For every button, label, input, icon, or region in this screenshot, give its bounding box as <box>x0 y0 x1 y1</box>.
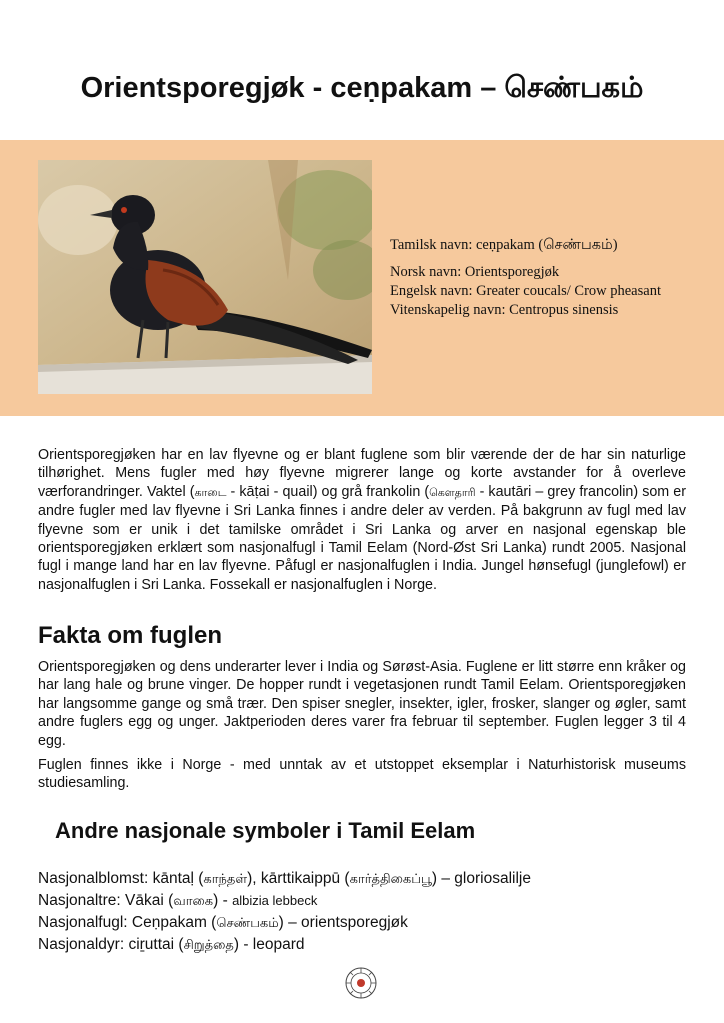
symbol-dyr-label: Nasjonaldyr: ciṟuttai ( <box>38 936 184 953</box>
fakta-paragraph-1: Orientsporegjøken og dens underarter lever i India og Sørøst-Asia. Fuglene er litt større enn kråker og har lang hale og brune vinger. De hopper rundt i vegetasjonen rundt Tamil Eelam. Orientsporegjøken har langsomme gange og små trær. Den spiser snegler, insekter, igler, frosker, slanger og øgler, samt andre fuglers egg og unger. Jaktperioden deres varer fra februar til september. Fuglen legger 3 til 4 egg. <box>38 659 686 749</box>
symbol-fugl-label: Nasjonalfugl: Ceṇpakam ( <box>38 914 217 931</box>
coucal-bird-image <box>38 160 372 394</box>
tamil-name-close: ) <box>612 237 618 253</box>
engelsk-name-row: Engelsk navn: Greater coucals/ Crow pheasant <box>390 283 661 299</box>
intro-tamil-2: கௌதாரி <box>429 485 476 499</box>
symbol-blomst-tamil-2: கார்த்திகைப்பூ <box>349 872 432 887</box>
bird-info <box>390 236 710 320</box>
intro-tamil-1: காடை <box>194 485 227 499</box>
intro-paragraph <box>38 446 686 594</box>
vitenskapelig-name-row: Vitenskapelig navn: Centropus sinensis <box>390 302 619 318</box>
bird-photo <box>38 160 372 394</box>
symbol-dyr-end: ) - leopard <box>233 936 305 953</box>
intro-text-1: Orientsporegjøken har en lav flyevne og er blant fuglene som blir værende der de har sin naturlige tilhørighet. Mens fugler med høy flyevne migrerer lange og korte avstander for å overleve værforandringer. Vaktel ( <box>38 447 686 500</box>
info-band <box>0 140 724 416</box>
fakta-paragraph-2: Fuglen finnes ikke i Norge - med unntak av et utstoppet eksemplar i Naturhistorisk museums studiesamling. <box>38 757 686 792</box>
symbol-fugl-tamil: செண்பகம் <box>216 916 279 931</box>
emblem-icon <box>344 966 378 1000</box>
symbol-tre-tamil: வாகை <box>173 894 214 909</box>
intro-text-3: - kautāri – grey francolin) som er andre fugler med lav flyevne i Sri Lanka finnes i andre deler av verden. På bakgrunn av fugl med lav flyevne som er unik i det tamilske området i Sri Lanka og arver en nasjonal egenskap ble orientsporegjøken erklært som nasjonalfugl i Tamil Eelam (Nord-Øst Sri Lanka) rundt 2005. Nasjonal fugl i mange land har en lav flyevne. Påfugl er nasjonalfuglen i India. Jungel hønsefugl (junglefowl) er nasjonalfuglen i Sri Lanka. Fossekall er nasjonalfuglen i Norge. <box>38 483 687 593</box>
intro-text-2: - kāṭai - quail) og grå frankolin ( <box>226 483 430 500</box>
tamil-name-label: Tamilsk navn: ceṇpakam ( <box>390 237 544 253</box>
symbol-blomst-mid: ), kārttikaippū ( <box>247 870 350 887</box>
norsk-name-row: Norsk navn: Orientsporegjøk <box>390 264 560 280</box>
tamil-name-script: செண்பகம் <box>543 237 613 253</box>
symbols-heading: Andre nasjonale symboler i Tamil Eelam <box>55 818 476 843</box>
page-title: Orientsporegjøk - ceṇpakam – செண்பகம் <box>80 72 644 104</box>
fakta-heading: Fakta om fuglen <box>38 622 223 649</box>
symbol-blomst <box>38 868 698 890</box>
symbol-fugl-end: ) – orientsporegjøk <box>278 914 408 931</box>
symbol-fugl <box>38 912 698 934</box>
symbol-blomst-label: Nasjonalblomst: kāntaḷ ( <box>38 870 204 887</box>
symbol-tre <box>38 890 698 912</box>
symbols-list <box>38 868 698 956</box>
symbol-dyr-tamil: சிறுத்தை <box>183 938 234 953</box>
emblem-logo-icon <box>344 966 378 1000</box>
symbol-tre-label: Nasjonaltre: Vākai ( <box>38 892 174 909</box>
symbol-tre-mid: ) - <box>213 892 233 909</box>
symbol-dyr <box>38 934 698 956</box>
tamil-name-row <box>390 236 710 255</box>
symbol-tre-latin: albizia lebbeck <box>232 893 318 908</box>
symbol-blomst-end: ) – gloriosalilje <box>431 870 531 887</box>
symbol-blomst-tamil-1: காந்தள் <box>203 872 248 887</box>
